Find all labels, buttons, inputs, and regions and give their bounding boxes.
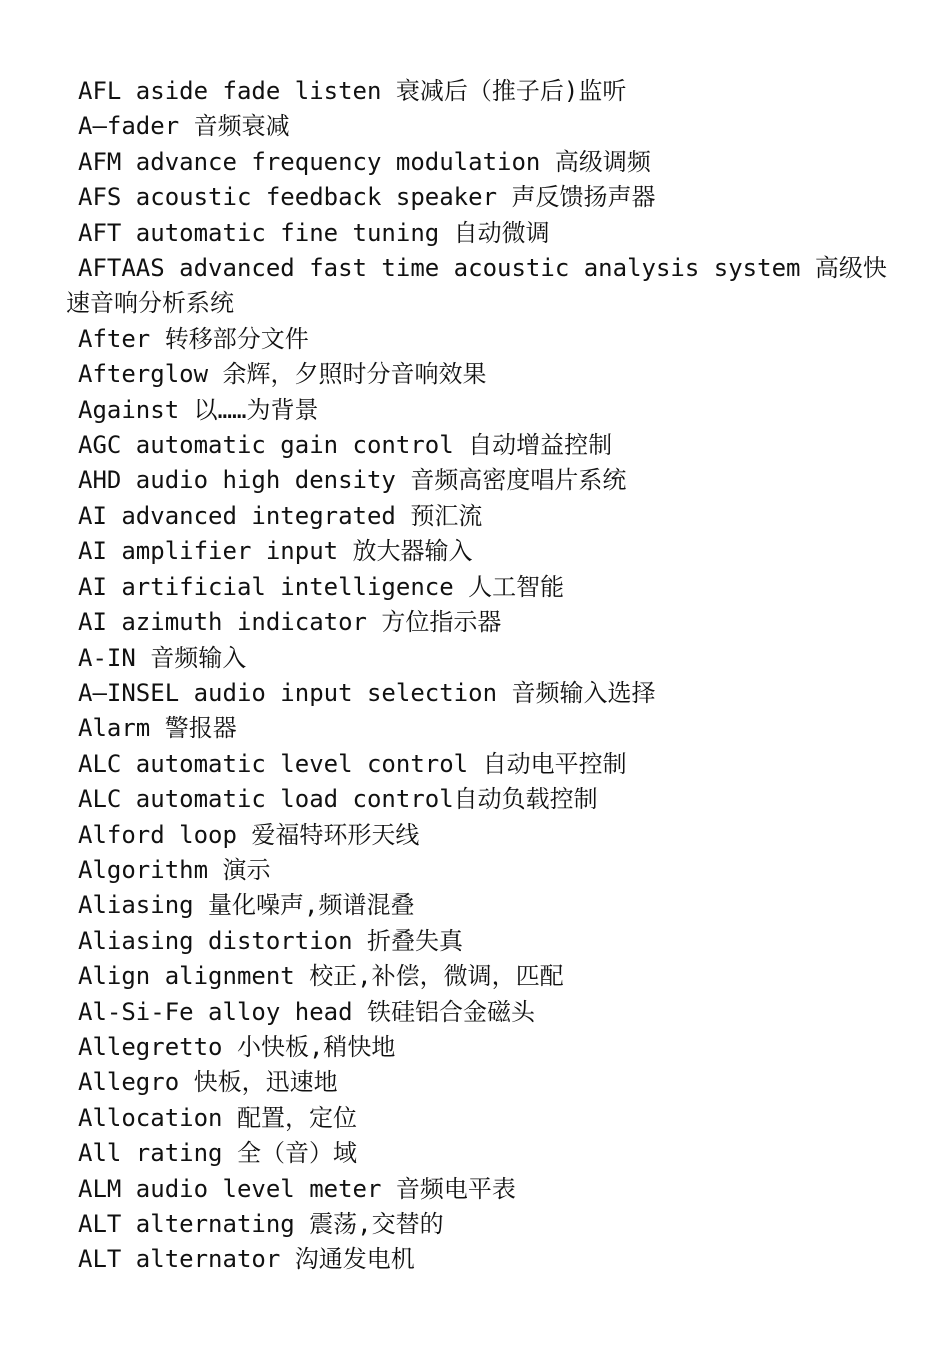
glossary-entry: A-IN 音频输入	[78, 643, 247, 672]
glossary-entry: Allegro 快板，迅速地	[78, 1068, 338, 1097]
glossary-entry: AGC automatic gain control 自动增益控制	[78, 431, 613, 460]
glossary-entry: ALM audio level meter 音频电平表	[78, 1174, 516, 1203]
glossary-entry: AFTAAS advanced fast time acoustic analysis system 高级快速音响分析系统	[66, 254, 887, 318]
glossary-entry: Algorithm 演示	[78, 855, 271, 884]
glossary-entry: After 转移部分文件	[78, 324, 309, 353]
glossary-entry: AFT automatic fine tuning 自动微调	[78, 218, 550, 247]
glossary-entry: Allocation 配置，定位	[78, 1103, 357, 1132]
glossary-entry: AI azimuth indicator 方位指示器	[78, 608, 502, 637]
glossary-entry: Aliasing 量化噪声,频谱混叠	[78, 891, 415, 920]
glossary-entry: AI advanced integrated 预汇流	[78, 501, 483, 530]
glossary-entry: AFM advance frequency modulation 高级调频	[78, 147, 651, 176]
glossary-entry: AFL aside fade listen 衰减后（推子后)监听	[78, 77, 627, 105]
glossary-entry: AHD audio high density 音频高密度唱片系统	[78, 466, 627, 495]
glossary-entry: Aliasing distortion 折叠失真	[78, 926, 463, 955]
glossary-entry: Allegretto 小快板,稍快地	[78, 1032, 396, 1061]
glossary-entry: AI artificial intelligence 人工智能	[78, 572, 565, 601]
glossary-entry: Afterglow 余辉，夕照时分音响效果	[78, 360, 487, 389]
glossary-entry: All rating 全（音）域	[78, 1139, 357, 1168]
glossary-list	[66, 74, 896, 1278]
glossary-entry: A—INSEL audio input selection 音频输入选择	[78, 678, 656, 707]
glossary-entry: A—fader 音频衰减	[78, 112, 290, 141]
glossary-entry: Al-Si-Fe alloy head 铁硅铝合金磁头	[78, 997, 535, 1026]
glossary-entry: AFS acoustic feedback speaker 声反馈扬声器	[78, 183, 656, 212]
glossary-entry: Alarm 警报器	[78, 714, 237, 743]
glossary-entry: ALC automatic load control自动负载控制	[78, 785, 598, 814]
glossary-entry: Align alignment 校正,补偿，微调，匹配	[78, 962, 564, 991]
glossary-entry: AI amplifier input 放大器输入	[78, 537, 473, 566]
glossary-entry: Alford loop 爱福特环形天线	[78, 820, 420, 849]
glossary-entry: Against 以……为背景	[78, 395, 319, 424]
glossary-entry: ALC automatic level control 自动电平控制	[78, 749, 627, 778]
glossary-entry: ALT alternating 震荡,交替的	[78, 1210, 444, 1238]
glossary-entry: ALT alternator 沟通发电机	[78, 1245, 415, 1274]
